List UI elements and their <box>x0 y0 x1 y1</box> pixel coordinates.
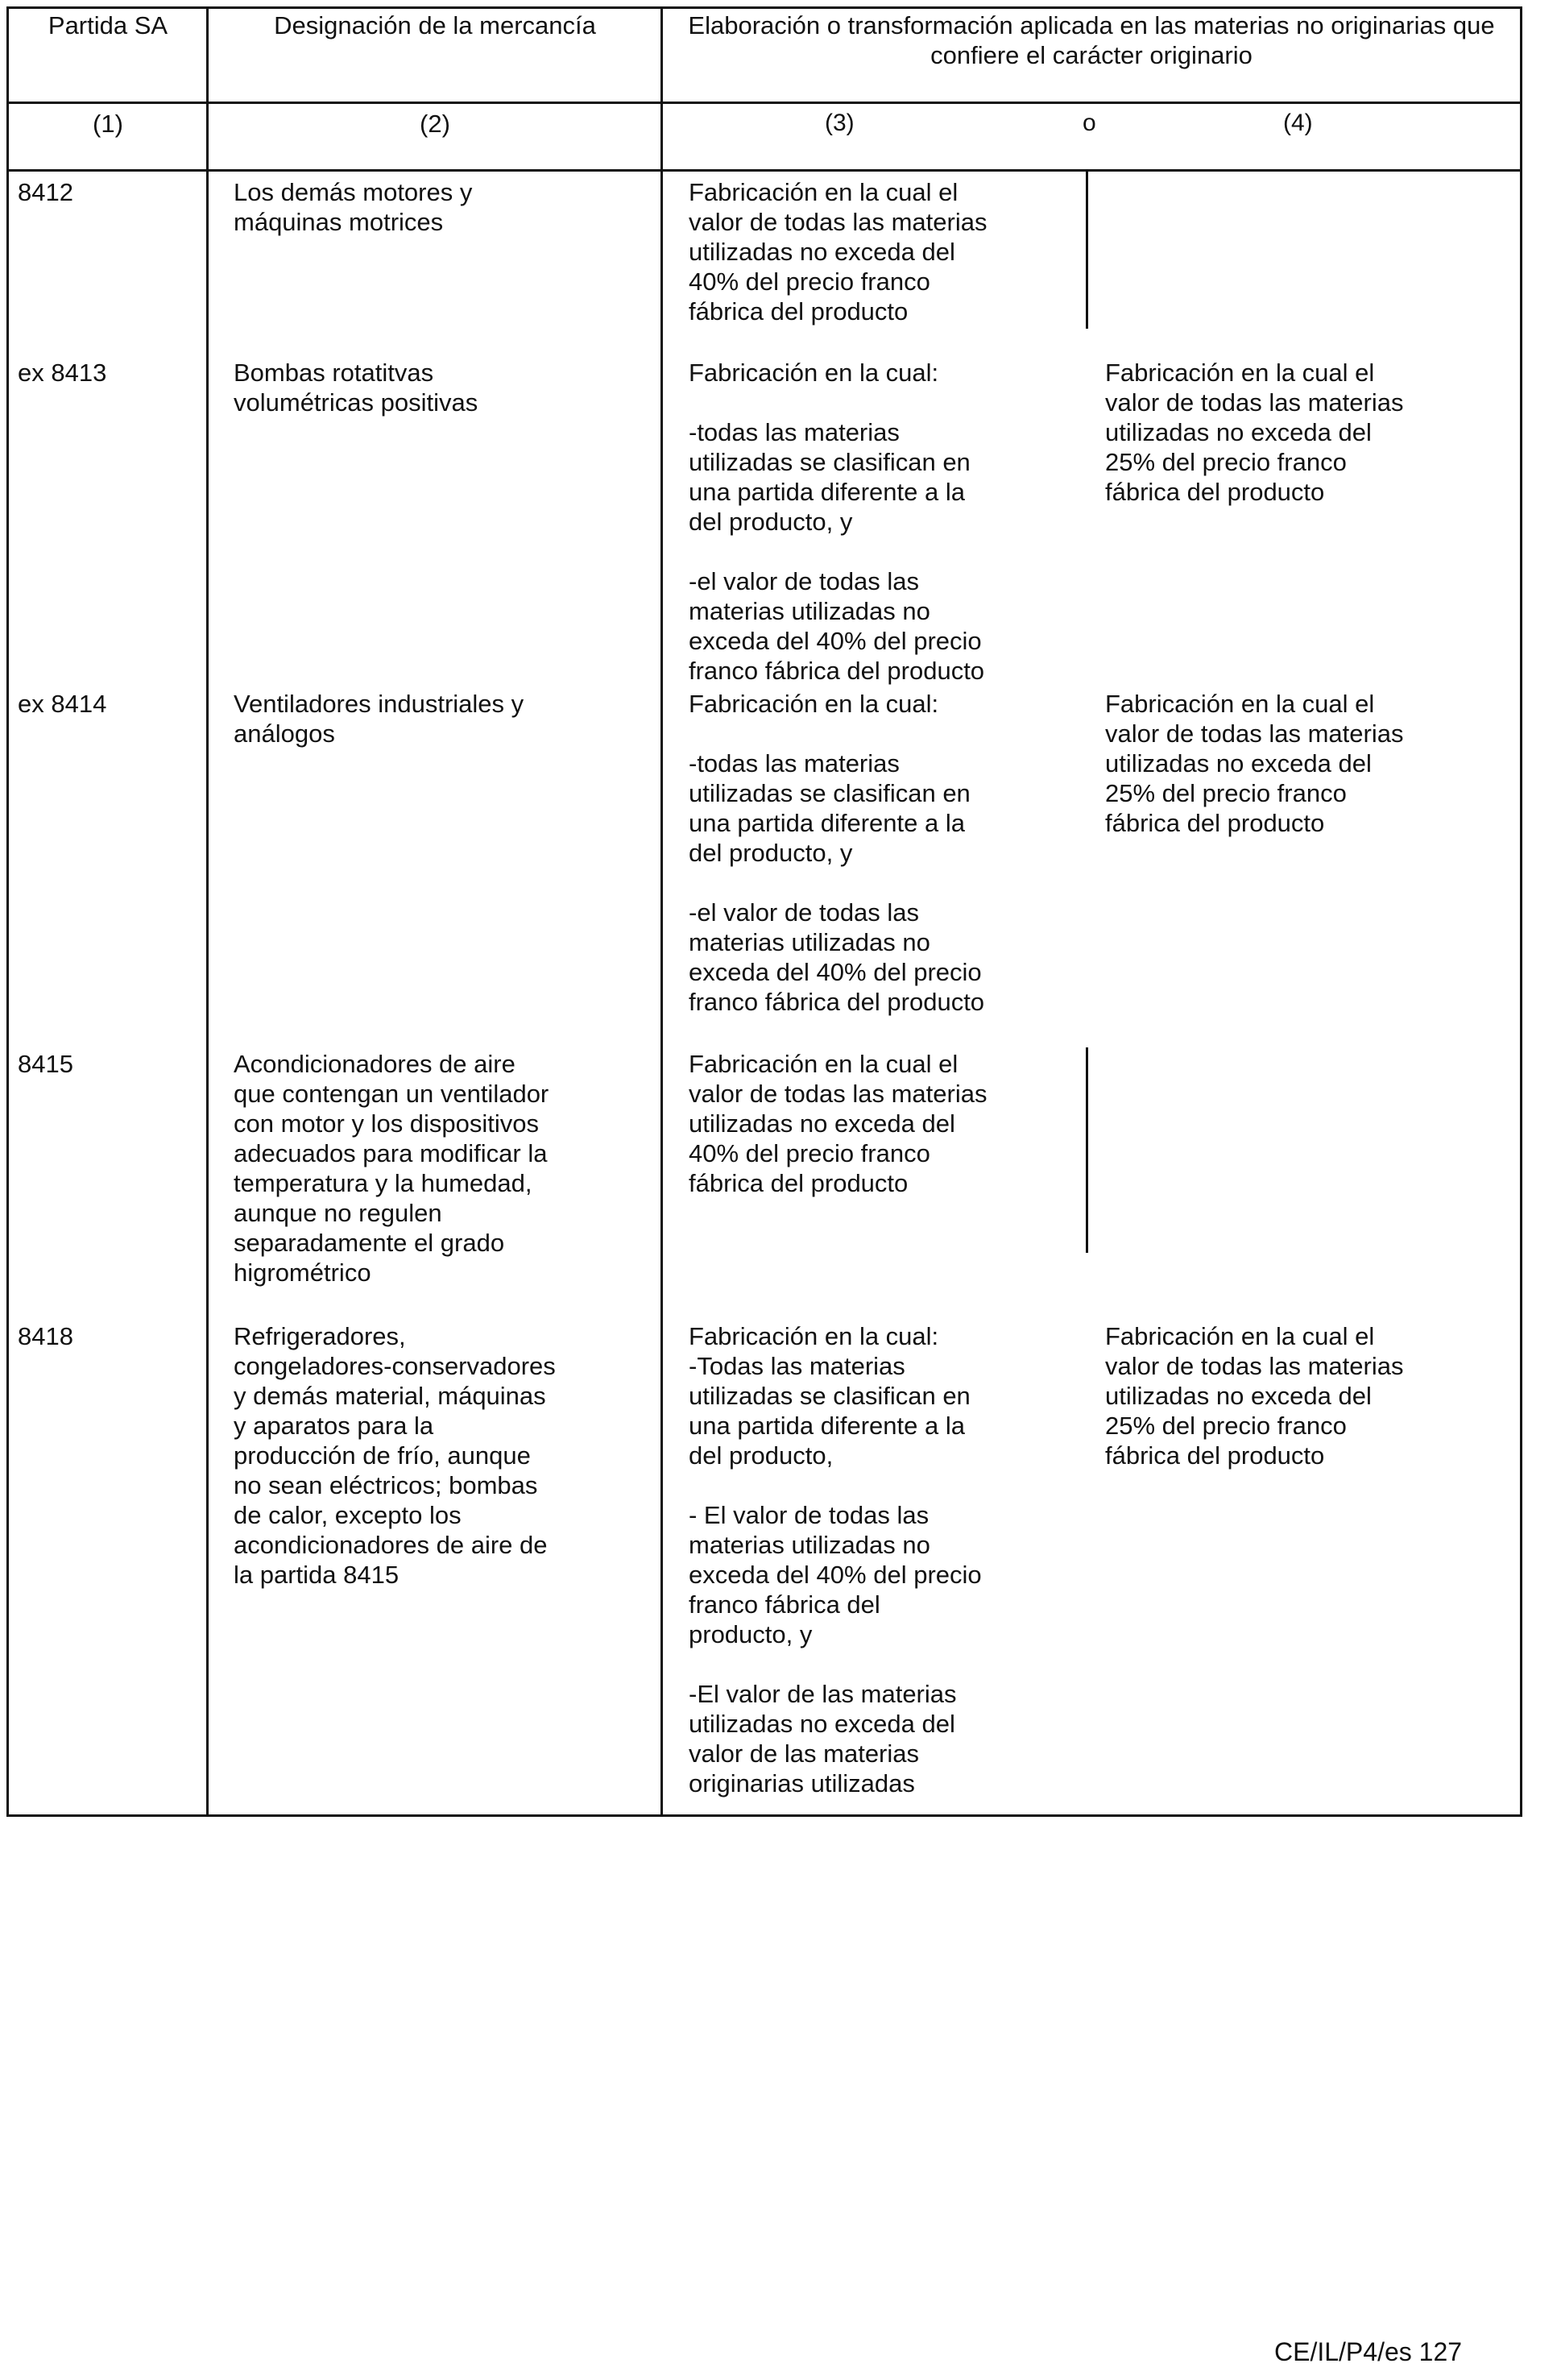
row-8412-col3: Fabricación en la cual el valor de todas las materias utilizadas no exceda del 40% del precio franco fábrica del producto <box>689 178 988 325</box>
header-num-2: (2) <box>420 110 450 138</box>
row-ex8413-designation: Bombas rotatitvas volumétricas positivas <box>234 359 478 417</box>
row-8418-col4: Fabricación en la cual el valor de todas las materias utilizadas no exceda del 25% del precio franco fábrica del producto <box>1105 1322 1404 1470</box>
page-reference: CE/IL/P4/es 127 <box>1274 2337 1463 2366</box>
row-ex8414-col4: Fabricación en la cual el valor de todas las materias utilizadas no exceda del 25% del precio franco fábrica del producto <box>1105 690 1404 837</box>
header-partida: Partida SA <box>48 11 168 39</box>
column-rule-2 <box>660 6 663 1817</box>
header-rule <box>6 102 1522 104</box>
column-rule-1 <box>206 6 209 1817</box>
column-rule-3-8412 <box>1086 171 1088 329</box>
header-num-1: (1) <box>93 110 123 138</box>
row-8418-designation: Refrigeradores, congeladores-conservadores y demás material, máquinas y aparatos para la producción de frío, aunque no sean eléctricos; bombas de calor, excepto los acondicionadores de aire de la partida 8415 <box>234 1322 556 1589</box>
header-num-4: (4) <box>1283 110 1313 136</box>
header-num-3: (3) <box>825 110 855 136</box>
row-8412-code: 8412 <box>18 178 73 206</box>
row-8415-code: 8415 <box>18 1050 73 1078</box>
column-rule-3-8415 <box>1086 1047 1088 1253</box>
row-ex8413-col4: Fabricación en la cual el valor de todas las materias utilizadas no exceda del 25% del precio franco fábrica del producto <box>1105 359 1404 506</box>
header-or: o <box>1083 110 1096 136</box>
header-designacion: Designación de la mercancía <box>274 11 596 39</box>
row-8415-col3: Fabricación en la cual el valor de todas las materias utilizadas no exceda del 40% del precio franco fábrica del producto <box>689 1050 988 1197</box>
subheader-rule <box>6 169 1522 172</box>
row-ex8414-code: ex 8414 <box>18 690 107 718</box>
row-8415-designation: Acondicionadores de aire que contengan un ventilador con motor y los dispositivos adecuados para modificar la temperatura y la humedad, aunque no regulen separadamente el grado higrométrico <box>234 1050 549 1287</box>
row-8418-code: 8418 <box>18 1322 73 1350</box>
row-ex8413-col3: Fabricación en la cual: -todas las materias utilizadas se clasifican en una partida diferente a la del producto, y -el valor de todas las materias utilizadas no exceda del 40% del precio franco fábrica del producto <box>689 359 985 685</box>
header-elaboracion: Elaboración o transformación aplicada en las materias no originarias que confiere el carácter originario <box>688 11 1495 69</box>
row-8412-designation: Los demás motores y máquinas motrices <box>234 178 473 236</box>
row-ex8414-designation: Ventiladores industriales y análogos <box>234 690 524 748</box>
row-ex8414-col3: Fabricación en la cual: -todas las materias utilizadas se clasifican en una partida diferente a la del producto, y -el valor de todas las materias utilizadas no exceda del 40% del precio franco fábrica del producto <box>689 690 985 1016</box>
row-8418-col3: Fabricación en la cual: -Todas las materias utilizadas se clasifican en una partida diferente a la del producto, - El valor de todas las materias utilizadas no exceda del 40% del precio franco fábrica del producto, y -El valor de las materias utilizadas no exceda del valor de las materias originarias utilizadas <box>689 1322 982 1797</box>
row-ex8413-code: ex 8413 <box>18 359 107 387</box>
